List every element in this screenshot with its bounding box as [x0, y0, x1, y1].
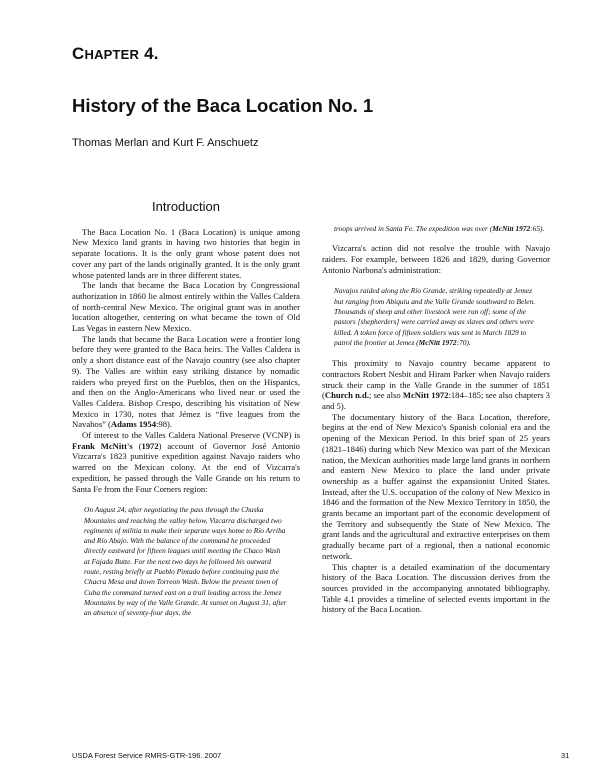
paragraph: The Baca Location No. 1 (Baca Location) is unique among New Mexico land grants in having two histories that begin in separate locations. It is the only grant whose patent does not cover any part of the lands originally granted. It is the only grant whose patented lands are in three different states. [72, 226, 300, 280]
chapter-number: 4. [144, 44, 159, 63]
section-heading: Introduction [152, 199, 220, 214]
chapter-label [72, 44, 159, 64]
block-quote-continued: troops arrived in Santa Fe. The expedition was over (McNitt 1972:65). [334, 224, 545, 233]
block-quote: Navajos raided along the Río Grande, striking repeatedly at Jemez but ranging from Abiquiu and the Valle Grande southward to Belen. Thousands of sheep and other livestock were run off; some of the pastors [shepherders] were carried away as slaves and others were killed. A token force of fifteen soldiers was sent in March 1829 to patrol the frontier at Jemez (McNitt 1972:70). [334, 286, 536, 347]
citation: 1972 [141, 440, 159, 451]
page-title: History of the Baca Location No. 1 [72, 95, 374, 116]
right-column [322, 224, 550, 615]
paragraph: Of interest to the Valles Caldera National Preserve (VCNP) is Frank McNitt's (1972) account of Governor José Antonio Vizcarra's 1823 punitive expedition against Navajo raiders who warred on the Mexican colony. At the end of Vizcarra's expedition, he passed through the Valle Grande on his return to Santa Fe from the Four Corners region: [72, 430, 300, 494]
paragraph: The lands that became the Baca Location were a frontier long before they were granted to the Baca heirs. The Valles Caldera is only a short distance east of the Navajo country (see also chapter 9). The Valles are within easy striking distance by nomadic raiders who preyed first on the Pueblos, then on the Hispanics, and then on the Anglo-Americans who lived near or used the Valles Caldera. Bishop Crespo, describing his visitation of New Mexico in 1730, notes that Jémez is “five leagues from the Navahos” (Adams 1954:98). [72, 333, 300, 430]
paragraph: Vizcarra's action did not resolve the trouble with Navajo raiders. For example, between 1826 and 1829, during Governor Antonio Narbona's administration: [322, 243, 550, 275]
citation: McNitt 1972 [418, 337, 457, 347]
chapter-word: HAPTER [84, 47, 140, 62]
citation: McNitt 1972 [402, 390, 449, 401]
paragraph: This proximity to Navajo country became apparent to contractors Robert Nesbit and Hiram Parker when Navajo raiders struck their camp in the Valle Grande in the summer of 1851 (Church n.d.; see also McNitt 1972:184–185; see also chapters 3 and 5). [322, 358, 550, 411]
left-column [72, 200, 300, 629]
paragraph: This chapter is a detailed examination of the documentary history of the Baca Location. The discussion derives from the sources provided in the accompanying annotated bibliography. Table 4.1 provides a timeline of selected events important in the history of the Baca Location. [322, 561, 550, 615]
authors: Thomas Merlan and Kurt F. Anschuetz [72, 137, 259, 149]
block-quote: On August 24, after negotiating the pass through the Chuska Mountains and reaching the valley below, Vizcarra discharged two regiments of militia to make their separate ways home to Río Arriba and Río Abajo. With the balance of the command he proceeded directly eastward for fifteen leagues until meeting the Chaco Wash at Fajada Butte. For the next two days he followed his outward route, resting briefly at Pueblo Pintado before continuing past the Chacra Mesa and down Torreon Wash. Below the present town of Cuba the command turned east on a trail leading across the Jemez Mountains by way of the Valle Grande. At sunset on August 31, after an absence of seventy-four days, the [84, 505, 287, 618]
paragraph: The documentary history of the Baca Location, therefore, begins at the end of New Mexico's Spanish colonial era and the opening of the Mexican Period. In this brief span of 25 years (1821–1846) during which New Mexico was part of the Mexican nation, the Mexican authorities made large land grants in northern and eastern New Mexico to place the land under private ownership as a buffer against the expansionist United States. Instead, after the U.S. occupation of the colony of New Mexico in 1846 and the formation of the New Mexico Territory in 1850, the grants became an important part of the economic development of the Territory and subsequently the State of New Mexico. The grant lands and the agricultural and extractive enterprises on them gradually became part of a regional, then a national economic network. [322, 411, 550, 561]
citation: Adams 1954 [110, 419, 157, 430]
citation: Church n.d. [324, 390, 369, 401]
citation: McNitt 1972 [492, 224, 531, 233]
citation: Frank McNitt's [72, 440, 133, 451]
chapter-initial: C [72, 44, 85, 63]
footer-publication: USDA Forest Service RMRS-GTR-196. 2007 [72, 751, 222, 760]
paragraph: The lands that became the Baca Location by Congressional authorization in 1860 lie almost entirely within the Valles Caldera of north-central New Mexico. The original grant was in another location altogether, centering on what became the town of Old Las Vegas in eastern New Mexico. [72, 280, 300, 334]
page-number: 31 [561, 751, 570, 760]
